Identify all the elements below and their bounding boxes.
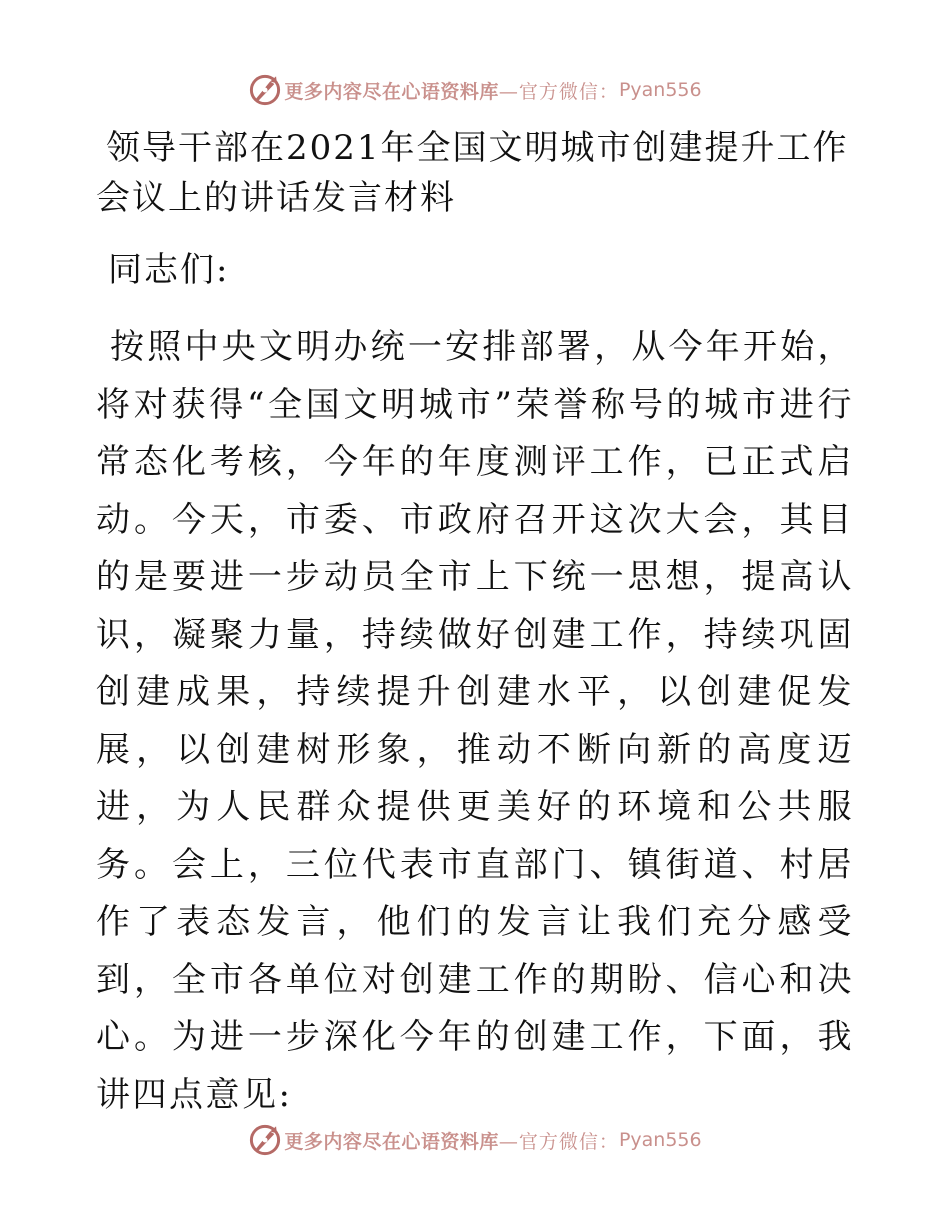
watermark-content <box>248 73 701 107</box>
header-watermark <box>0 70 950 110</box>
paragraph-1: 按照中央文明办统一安排部署，从今年开始，将对获得“全国文明城市”荣誉称号的城市进行常态化考核，今年的年度测评工作，已正式启动。今天，市委、市政府召开这次大会，其目的是要进一步动员全市上下统一思想，提高认识，凝聚力量，持续做好创建工作，持续巩固创建成果，持续提升创建水平，以创建促发展，以创建树形象，推动不断向新的高度迈进，为人民群众提供更美好的环境和公共服务。会上，三位代表市直部门、镇街道、村居作了表态发言，他们的发言让我们充分感受到，全市各单位对创建工作的期盼、信心和决心。为进一步深化今年的创建工作，下面，我讲四点意见: <box>96 327 854 1115</box>
quill-pen-logo-icon <box>248 1123 282 1157</box>
watermark-text: 更多内容尽在心语资料库 <box>284 80 499 103</box>
watermark-content <box>248 1123 701 1157</box>
greeting: 同志们: <box>108 250 230 290</box>
watermark-official-label: —官方微信： <box>498 1130 619 1153</box>
watermark-wechat-id: Pyan556 <box>618 1129 702 1151</box>
document-title: 领导干部在2021年全国文明城市创建提升工作会议上的讲话发言材料 <box>96 128 849 218</box>
watermark-wechat-id: Pyan556 <box>618 79 702 101</box>
watermark-official-label: —官方微信： <box>498 80 619 103</box>
watermark-text: 更多内容尽在心语资料库 <box>284 1130 499 1153</box>
quill-pen-logo-icon <box>248 73 282 107</box>
document-body <box>96 123 854 1124</box>
footer-watermark <box>0 1120 950 1160</box>
